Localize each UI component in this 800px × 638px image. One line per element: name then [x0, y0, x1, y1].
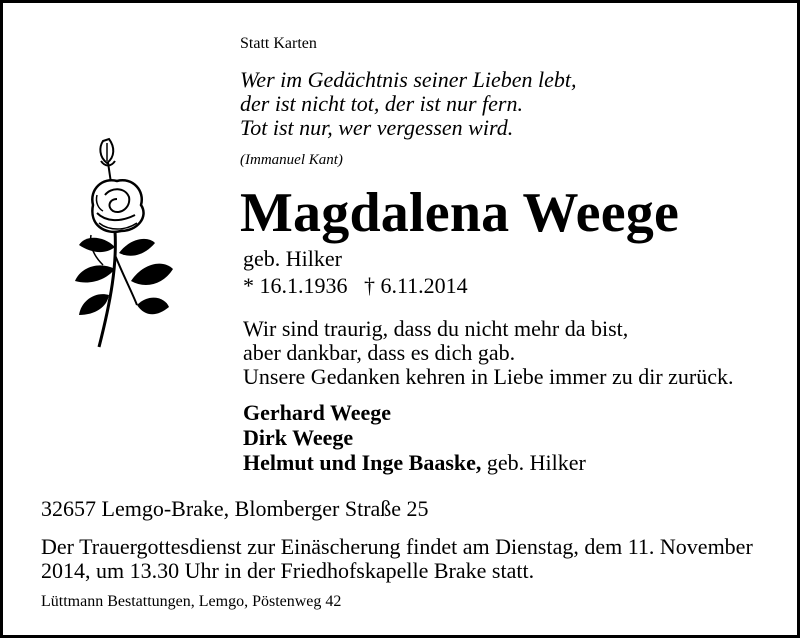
- service-line: Der Trauergottesdienst zur Einäscherung findet am Dienstag, dem 11. November: [41, 534, 753, 559]
- quote-author: (Immanuel Kant): [240, 152, 343, 168]
- service-line: 2014, um 13.30 Uhr in der Friedhofskapelle Brake statt.: [41, 558, 535, 583]
- deceased-name: Magdalena Weege: [240, 182, 680, 244]
- quote-line: Wer im Gedächtnis seiner Lieben lebt,: [240, 67, 577, 92]
- life-dates: * 16.1.1936 † 6.11.2014: [243, 273, 468, 298]
- rose-icon: [59, 135, 179, 350]
- mourner-line: [243, 451, 586, 475]
- message-line: aber dankbar, dass es dich gab.: [243, 340, 516, 365]
- mourner-name: Dirk Weege: [243, 425, 354, 450]
- address: 32657 Lemgo-Brake, Blomberger Straße 25: [41, 496, 429, 521]
- quote-line: der ist nicht tot, der ist nur fern.: [240, 91, 523, 116]
- funeral-home: Lüttmann Bestattungen, Lemgo, Pöstenweg 42: [41, 593, 342, 610]
- message-line: Wir sind traurig, dass du nicht mehr da bist,: [243, 316, 629, 341]
- top-note: Statt Karten: [240, 35, 317, 52]
- mourner-name: Helmut und Inge Baaske,: [243, 450, 482, 475]
- quote-line: Tot ist nur, wer vergessen wird.: [240, 115, 514, 140]
- mourner-suffix: geb. Hilker: [481, 450, 586, 475]
- maiden-name: geb. Hilker: [243, 246, 342, 271]
- mourner-name: Gerhard Weege: [243, 400, 392, 425]
- message-line: Unsere Gedanken kehren in Liebe immer zu dir zurück.: [243, 364, 734, 389]
